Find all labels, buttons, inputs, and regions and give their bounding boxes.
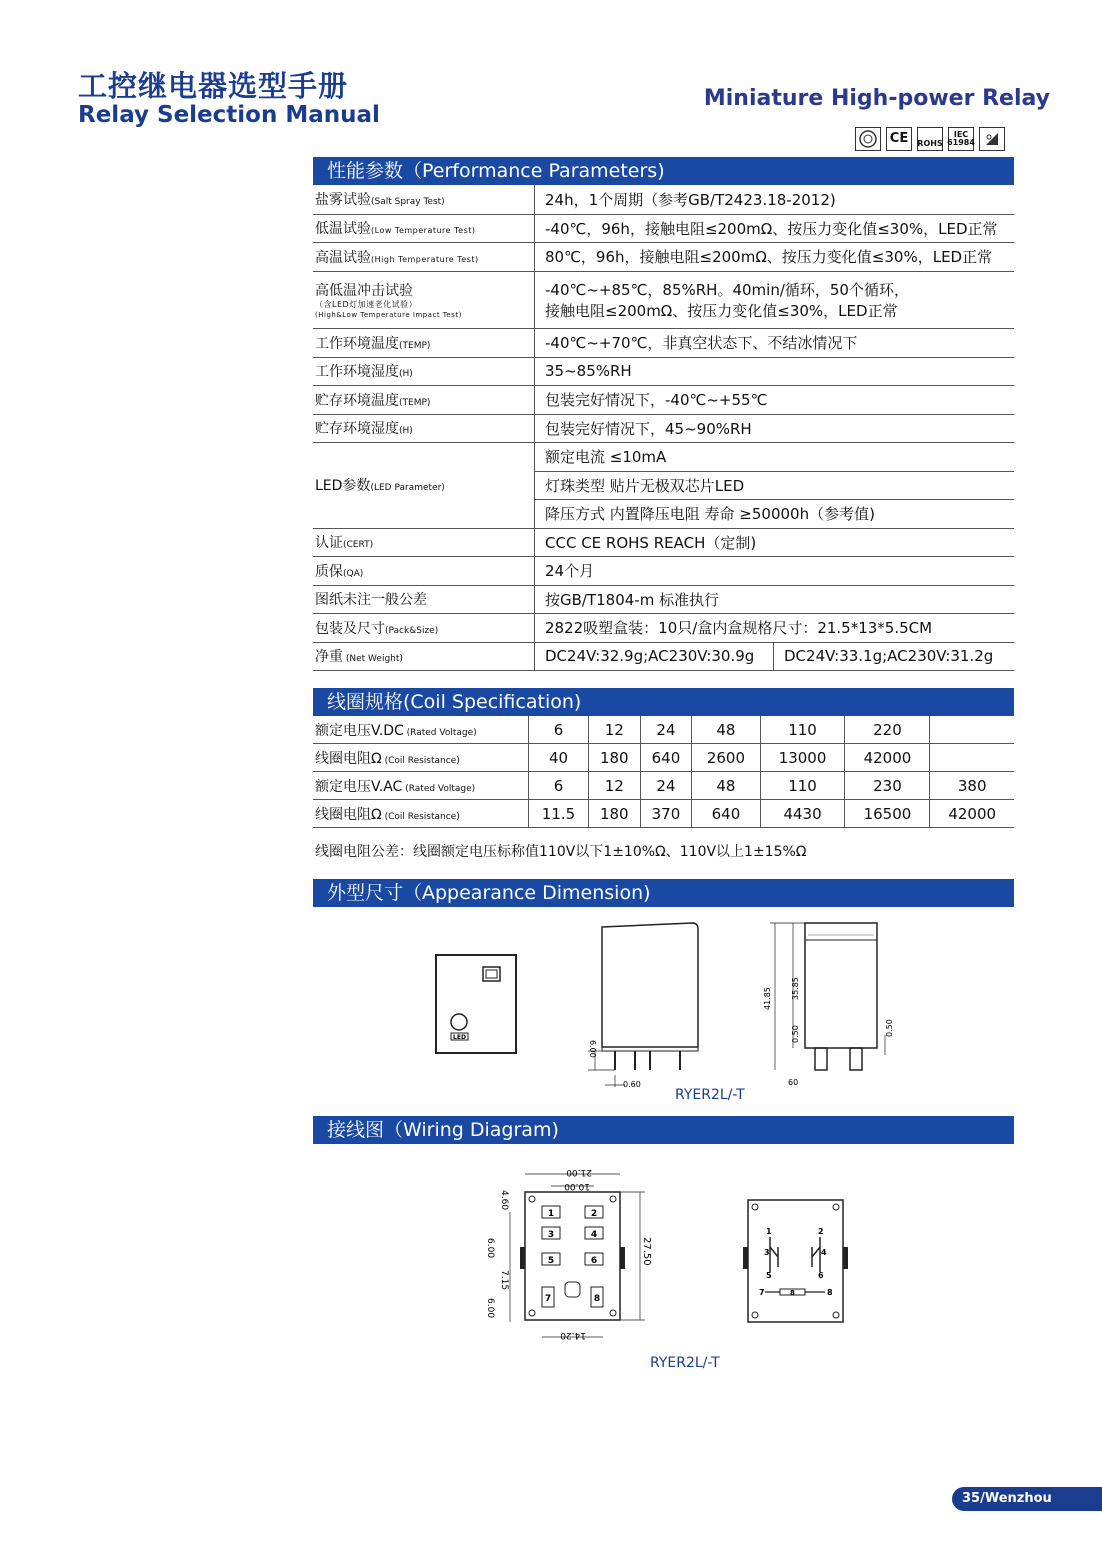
coil-table bbox=[313, 716, 1014, 828]
led-mark: LED bbox=[453, 1034, 466, 1041]
dim-10-00: 10.00 bbox=[564, 1181, 590, 1191]
schematic-pin-8: 8 bbox=[827, 1288, 833, 1297]
dim-0-60: 0.60 bbox=[623, 1080, 641, 1089]
table-row: 包装及尺寸(Pack&Size) 2822吸塑盒装：10只/盒内盒规格尺寸：21.5*13*5.5CM bbox=[313, 613, 1014, 642]
table-row: LED参数(LED Parameter) 额定电流 ≤10mA bbox=[313, 442, 1014, 471]
relay-front-view bbox=[436, 955, 516, 1053]
table-row: 额定电压V.DC (Rated Voltage) 6 12 24 48 110 220 bbox=[313, 716, 1014, 744]
table-row: 灯珠类型 贴片无极双芯片LED bbox=[313, 471, 1014, 499]
performance-section-title: 性能参数（Performance Parameters) bbox=[313, 157, 1014, 185]
relay-side-view bbox=[588, 923, 698, 1089]
table-row: 认证(CERT) CCC CE ROHS REACH（定制) bbox=[313, 528, 1014, 556]
coil-section-title: 线圈规格(Coil Specification) bbox=[313, 688, 1014, 716]
pin-layout-view bbox=[485, 1167, 652, 1340]
wiring-section-title: 接线图（Wiring Diagram) bbox=[313, 1116, 1014, 1144]
coil-note: 线圈电阻公差：线圈额定电压标称值110V以下1±10%Ω、110V以上1±15%Ω bbox=[315, 844, 807, 860]
dim-6-00-bottom: 6.00 bbox=[485, 1298, 495, 1319]
pin-label: 6 bbox=[590, 1256, 598, 1266]
schematic-pin-6: 6 bbox=[818, 1271, 824, 1280]
pin-label: 7 bbox=[544, 1294, 552, 1304]
performance-table bbox=[313, 185, 1014, 671]
pin-label: 1 bbox=[547, 1209, 555, 1219]
appearance-model-label: RYER2L/-T bbox=[675, 1087, 745, 1103]
table-row: 贮存环境湿度(H) 包装完好情况下，45~90%RH bbox=[313, 414, 1014, 442]
pin-label: 3 bbox=[547, 1230, 555, 1240]
table-row: 图纸未注一般公差 按GB/T1804-m 标准执行 bbox=[313, 585, 1014, 613]
table-row: 工作环境湿度(H) 35~85%RH bbox=[313, 357, 1014, 385]
pin-label: 5 bbox=[547, 1256, 555, 1266]
schematic-pin-3: 3 bbox=[764, 1248, 770, 1257]
product-name: Miniature High-power Relay bbox=[703, 86, 1050, 111]
dim-6-00: 6.00 bbox=[588, 1040, 597, 1058]
dim-60: 60 bbox=[788, 1078, 799, 1087]
pin-label: 8 bbox=[593, 1294, 601, 1304]
table-row: 低温试验(Low Temperature Test) -40℃，96h，接触电阻≤200mΩ、按压力变化值≤30%，LED正常 bbox=[313, 214, 1014, 242]
schematic-pin-2: 2 bbox=[818, 1227, 824, 1236]
rohs-logo-icon: ROHS bbox=[917, 127, 943, 151]
wiring-schematic bbox=[743, 1200, 848, 1322]
dim-7-15: 7.15 bbox=[499, 1270, 509, 1291]
lamp-logo-icon bbox=[979, 127, 1005, 151]
schematic-pin-4: 4 bbox=[821, 1248, 827, 1257]
schematic-pin-5: 5 bbox=[766, 1271, 772, 1280]
schematic-pin-8-mid: 8 bbox=[790, 1289, 795, 1297]
cert-logos bbox=[855, 127, 1005, 151]
dim-21-00: 21.00 bbox=[566, 1167, 592, 1177]
table-row: 高温试验(High Temperature Test) 80℃，96h，接触电阻≤200mΩ、按压力变化值≤30%，LED正常 bbox=[313, 242, 1014, 271]
title-cn: 工控继电器选型手册 bbox=[78, 69, 349, 103]
dim-27-50: 27.50 bbox=[641, 1237, 652, 1266]
title-en: Relay Selection Manual bbox=[78, 102, 380, 128]
table-row: 降压方式 内置降压电阻 寿命 ≥50000h（参考值) bbox=[313, 499, 1014, 528]
table-row: 贮存环境温度(TEMP) 包装完好情况下，-40℃~+55℃ bbox=[313, 385, 1014, 414]
dim-41-85: 41.85 bbox=[763, 987, 772, 1010]
table-row: 额定电压V.AC (Rated Voltage) 6 12 24 48 110 230 380 bbox=[313, 772, 1014, 800]
table-row: 高低温冲击试验 （含LED灯加速老化试验） (High&Low Temperature Impact Test) -40℃~+85℃，85%RH。40min/循环，50个循环， 接触电阻≤200mΩ、按压力变化值≤30%，LED正常 bbox=[313, 271, 1014, 328]
wiring-drawing bbox=[480, 1162, 860, 1352]
dim-0-50-right: 0.50 bbox=[885, 1019, 894, 1037]
table-row: 线圈电阻Ω (Coil Resistance) 40 180 640 2600 13000 42000 bbox=[313, 744, 1014, 772]
schematic-pin-7: 7 bbox=[759, 1288, 765, 1297]
dim-35-85: 35.85 bbox=[791, 977, 800, 1000]
dim-6-00-top: 6.00 bbox=[485, 1238, 495, 1259]
table-row: 净重 (Net Weight) DC24V:32.9g;AC230V:30.9g DC24V:33.1g;AC230V:31.2g bbox=[313, 642, 1014, 670]
quality-seal-icon bbox=[855, 127, 881, 151]
dim-14-20: 14.20 bbox=[560, 1330, 586, 1340]
wiring-model-label: RYER2L/-T bbox=[650, 1355, 720, 1371]
dim-0-50-left: 0.50 bbox=[791, 1025, 800, 1043]
pin-label: 4 bbox=[590, 1230, 598, 1240]
appearance-section-title: 外型尺寸（Appearance Dimension) bbox=[313, 879, 1014, 907]
dim-4-60: 4.60 bbox=[499, 1190, 509, 1211]
table-row: 质保(QA) 24个月 bbox=[313, 556, 1014, 585]
ce-logo-icon: CE bbox=[886, 127, 912, 151]
appearance-drawing bbox=[430, 915, 910, 1095]
schematic-pin-1: 1 bbox=[766, 1227, 772, 1236]
relay-end-view bbox=[763, 923, 894, 1087]
table-row: 盐雾试验(Salt Spray Test) 24h，1个周期（参考GB/T2423.18-2012) bbox=[313, 185, 1014, 214]
page-number-badge: 35/Wenzhou Ruifan bbox=[952, 1487, 1102, 1511]
table-row: 工作环境温度(TEMP) -40℃~+70℃，非真空状态下、不结冰情况下 bbox=[313, 328, 1014, 357]
pin-label: 2 bbox=[590, 1209, 598, 1219]
iec-logo-icon: IEC 61984 bbox=[948, 127, 974, 151]
table-row: 线圈电阻Ω (Coil Resistance) 11.5 180 370 640 4430 16500 42000 bbox=[313, 800, 1014, 828]
